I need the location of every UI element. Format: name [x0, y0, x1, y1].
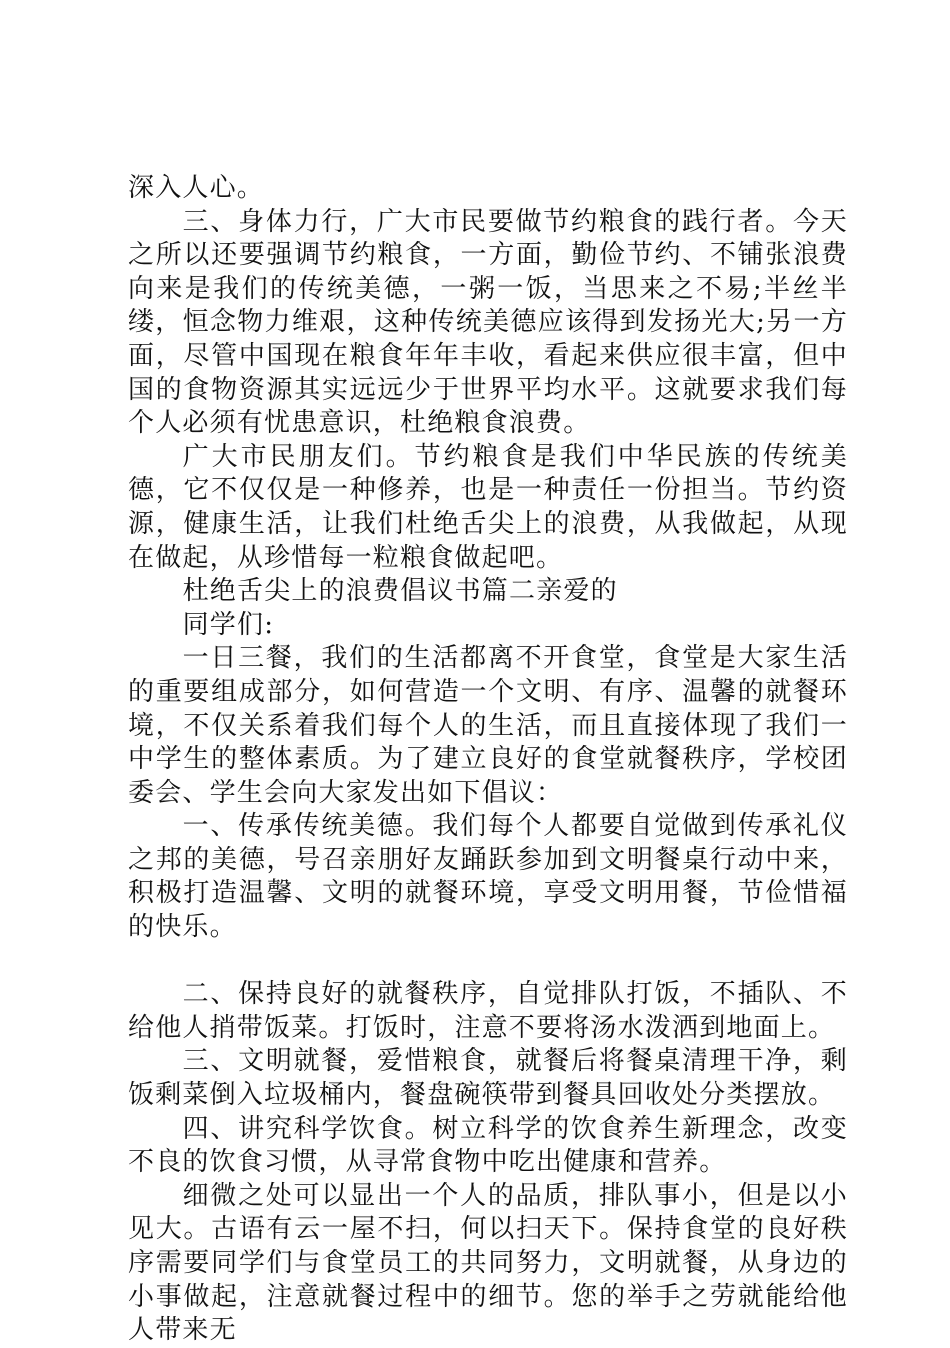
paragraph-closing-appeal: 广大市民朋友们。节约粮食是我们中华民族的传统美德，它不仅仅是一种修养，也是一种责任一份担当。节约资源，健康生活，让我们杜绝舌尖上的浪费，从我做起，从现在做起，从珍惜每一粒粮食做起吧。 [128, 441, 848, 573]
paragraph-item-one: 一、传承传统美德。我们每个人都要自觉做到传承礼仪之邦的美德，号召亲朋好友踊跃参加到文明餐桌行动中来，积极打造温馨、文明的就餐环境，享受文明用餐，节俭惜福的快乐。 [128, 811, 848, 943]
blank-line [128, 945, 848, 979]
section-heading: 杜绝舌尖上的浪费倡议书篇二亲爱的 [182, 576, 618, 607]
paragraph-item-four: 四、讲究科学饮食。树立科学的饮食养生新理念，改变不良的饮食习惯，从寻常食物中吃出健康和营养。 [128, 1113, 848, 1178]
paragraph-intro: 一日三餐，我们的生活都离不开食堂，食堂是大家生活的重要组成部分，如何营造一个文明、有序、温馨的就餐环境，不仅关系着我们每个人的生活，而且直接体现了我们一中学生的整体素质。为了建立良好的食堂就餐秩序，学校团委会、学生会向大家发出如下倡议： [128, 643, 848, 808]
paragraph-item-two: 二、保持良好的就餐秩序，自觉排队打饭，不插队、不给他人捎带饭菜。打饭时，注意不要将汤水泼洒到地面上。 [128, 979, 848, 1043]
paragraph-item-three: 三、文明就餐，爱惜粮食，就餐后将餐桌清理干净，剩饭剩菜倒入垃圾桶内，餐盘碗筷带到餐具回收处分类摆放。 [128, 1046, 848, 1111]
paragraph-continuation: 深入人心。 [128, 173, 265, 203]
salutation: 同学们: [182, 609, 275, 640]
document-body [128, 172, 848, 1348]
paragraph-conclusion: 细微之处可以显出一个人的品质，排队事小，但是以小见大。古语有云一屋不扫，何以扫天下。保持食堂的良好秩序需要同学们与食堂员工的共同努力，文明就餐，从身边的小事做起，注意就餐过程中的细节。您的举手之劳就能给他人带来无 [128, 1180, 848, 1346]
paragraph-point-three: 三、身体力行，广大市民要做节约粮食的践行者。今天之所以还要强调节约粮食，一方面，勤俭节约、不铺张浪费向来是我们的传统美德，一粥一饭，当思来之不易;半丝半缕，恒念物力维艰，这种传统美德应该得到发扬光大;另一方面，尽管中国现在粮食年年丰收，看起来供应很丰富，但中国的食物资源其实远远少于世界平均水平。这就要求我们每个人必须有忧患意识，杜绝粮食浪费。 [128, 206, 848, 439]
